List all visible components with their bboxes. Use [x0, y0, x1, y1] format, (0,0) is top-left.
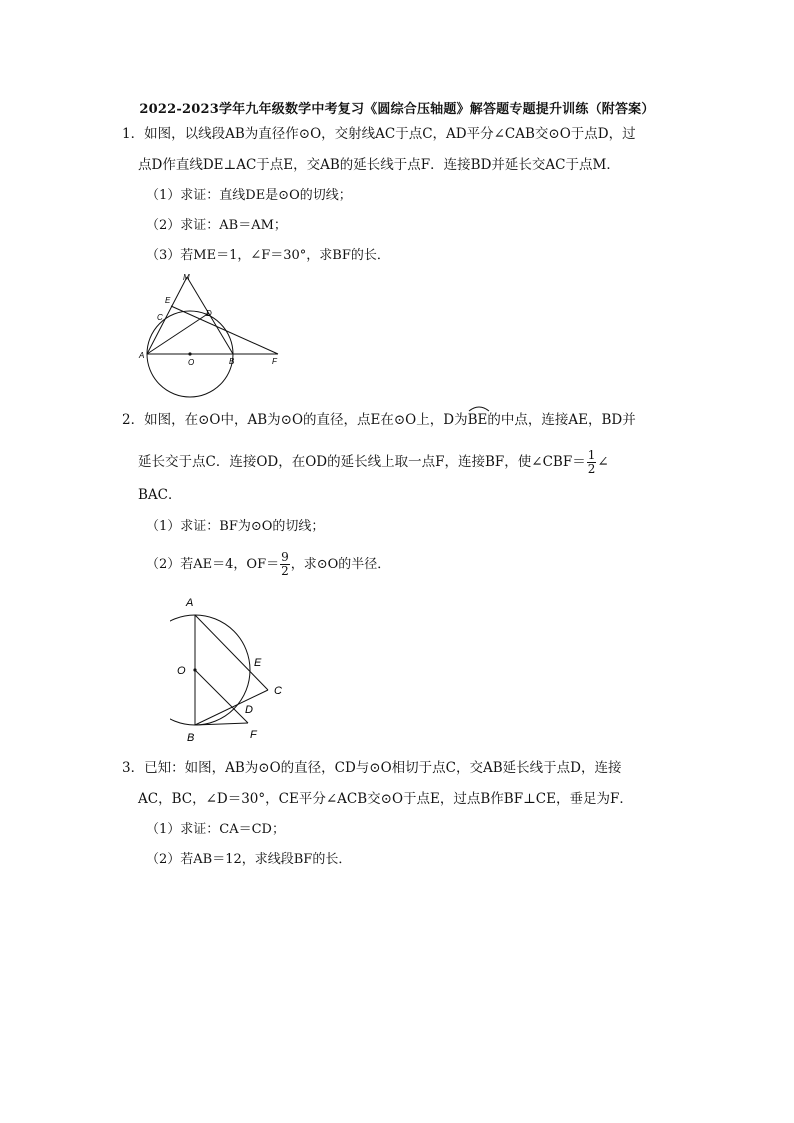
q2-label-a: A	[186, 597, 194, 609]
q1-label-o: O	[188, 358, 195, 367]
q3-stem-line-1: 3．已知：如图，AB为⊙O的直径，CD与⊙O相切于点C，交AB延长线于点D，连接	[122, 760, 622, 776]
q2-figure	[170, 590, 295, 745]
q2-line-bc	[195, 690, 268, 725]
q2-label-d: D	[245, 704, 253, 716]
q1-figure	[138, 270, 288, 400]
q1-stem-line-2: 点D作直线DE⊥AC于点E，交AB的延长线于点F．连接BD并延长交AC于点M．	[138, 157, 620, 173]
q1-label-b: B	[229, 357, 235, 366]
q1-label-e: E	[165, 296, 171, 305]
q2-label-b: B	[187, 732, 195, 744]
q2-part-2: （2）若AE＝4，OF＝ $\frac{9}{2}$ ，求⊙O的半径．	[146, 550, 391, 578]
q1-line-am	[147, 277, 187, 354]
q2-label-e: E	[254, 657, 262, 669]
q1-label-c: C	[157, 313, 163, 322]
fraction-nine-halves: $\frac{9}{2}$	[281, 550, 289, 578]
q1-part-1: （1）求证：直线DE是⊙O的切线；	[146, 188, 352, 203]
q1-label-a: A	[139, 351, 145, 360]
q1-line-ef	[171, 306, 278, 354]
q2-label-c: C	[274, 685, 282, 697]
fraction-one-half: $\frac{1}{2}$	[587, 448, 596, 476]
q1-label-m: M	[183, 273, 190, 282]
q2-stem-line-3: BAC．	[138, 487, 182, 503]
q1-label-f: F	[272, 357, 277, 366]
q1-part-3: （3）若ME＝1，∠F＝30°，求BF的长．	[146, 248, 390, 263]
q1-stem-line-1: 1．如图，以线段AB为直径作⊙O，交射线AC于点C，AD平分∠CAB交⊙O于点D，过	[122, 126, 636, 142]
q2-label-f: F	[250, 729, 257, 741]
q2-line-ac	[195, 615, 268, 690]
q1-part-2: （2）求证：AB＝AM；	[146, 218, 287, 233]
q2-line-of	[195, 670, 248, 723]
arc-be: BE	[468, 410, 488, 430]
page-title: 2022-2023学年九年级数学中考复习《圆综合压轴题》解答题专题提升训练（附答案）	[139, 102, 655, 117]
q3-part-1: （1）求证：CA＝CD；	[146, 822, 285, 837]
q2-stem-line-2: 延长交于点C．连接OD，在OD的延长线上取一点F，连接BF，使∠CBF＝ $\frac{1}{2}$ ∠	[138, 448, 609, 476]
q3-part-2: （2）若AB＝12，求线段BF的长．	[146, 852, 352, 867]
q2-part-1: （1）求证：BF为⊙O的切线；	[146, 519, 325, 534]
q2-label-o: O	[177, 665, 186, 677]
q1-label-d: D	[206, 309, 212, 318]
q2-stem-line-1: 2．如图，在⊙O中，AB为⊙O的直径，点E在⊙O上，D为 BE的中点，连接AE，BD并	[122, 410, 636, 430]
q3-stem-line-2: AC，BC，∠D＝30°，CE平分∠ACB交⊙O于点E，过点B作BF⊥CE，垂足为F．	[138, 791, 633, 807]
